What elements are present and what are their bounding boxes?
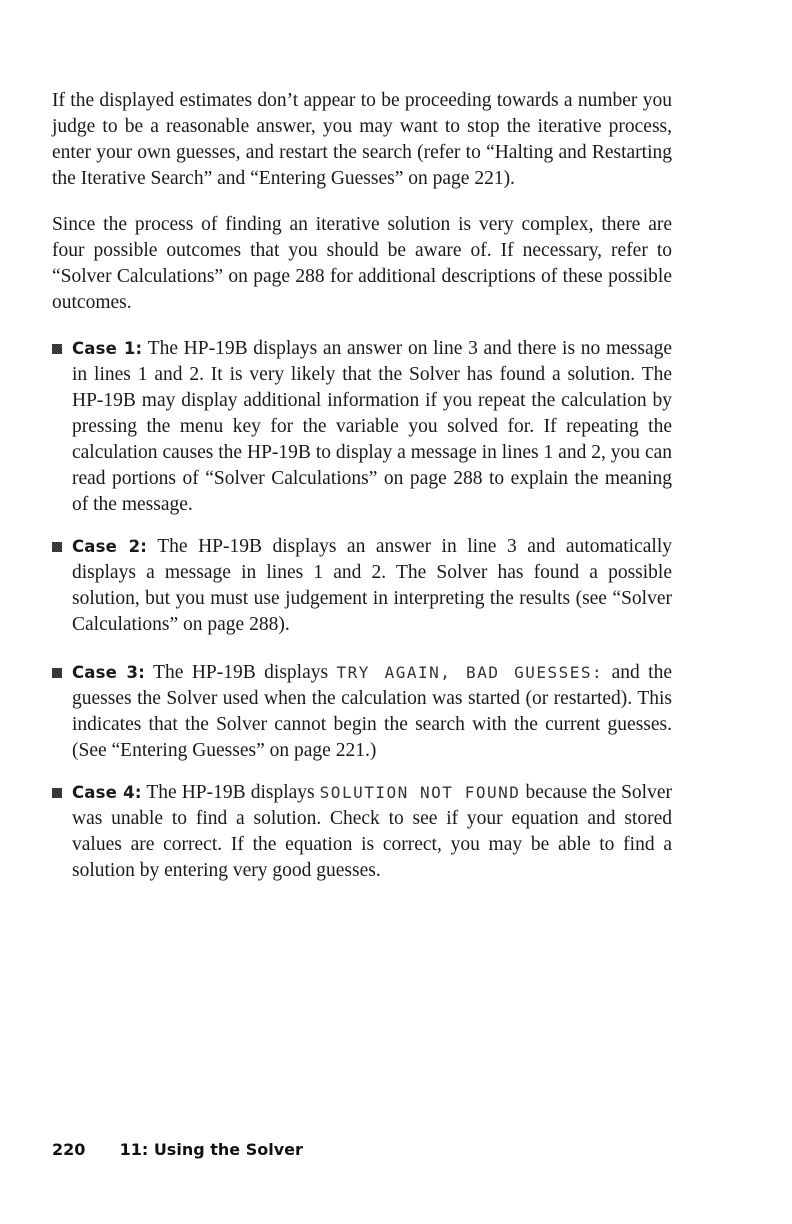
case-4-text-after: because the Solver was unable to find a solution. Check to see if your equation and stored values are correct. If the equation is correct, you may be able to find a solution by entering very good guesses. (72, 782, 672, 881)
square-bullet-icon (52, 344, 62, 354)
case-4-item (52, 780, 672, 884)
case-2-text: The HP-19B displays an answer in line 3 and automatically displays a message in lines 1 and 2. The Solver has found a possible solution, but you must use judgement in interpreting the results (see “Solver Calculations” on page 288). (72, 536, 672, 635)
case-3-label: Case 3: (72, 663, 146, 682)
case-4-display-message: SOLUTION NOT FOUND (319, 783, 521, 802)
chapter-title: 11: Using the Solver (119, 1140, 303, 1159)
page-body (52, 88, 672, 900)
case-1-item (52, 336, 672, 518)
case-2-item (52, 534, 672, 638)
case-4-label: Case 4: (72, 783, 142, 802)
intro-paragraph-2: Since the process of finding an iterative solution is very complex, there are four possible outcomes that you should be aware of. If necessary, refer to “Solver Calculations” on page 288 for additional descriptions of these possible outcomes. (52, 214, 672, 313)
case-list (52, 336, 672, 884)
intro-paragraph-1: If the displayed estimates don’t appear to be proceeding towards a number you judge to be a reasonable answer, you may want to stop the iterative process, enter your own guesses, and restart the search (refer to “Halting and Restarting the Iterative Search” and “Entering Guesses” on page 221). (52, 90, 672, 189)
square-bullet-icon (52, 542, 62, 552)
square-bullet-icon (52, 668, 62, 678)
case-1-text: The HP-19B displays an answer on line 3 and there is no message in lines 1 and 2. It is very likely that the Solver has found a solution. The HP-19B may display additional information if you repeat the calculation by pressing the menu key for the variable you solved for. If repeating the calculation causes the HP-19B to display a message in lines 1 and 2, you can read portions of “Solver Calculations” on page 288 to explain the meaning of the message. (72, 338, 673, 515)
case-1-label: Case 1: (72, 339, 143, 358)
case-3-item (52, 660, 672, 764)
page-number: 220 (52, 1140, 86, 1159)
case-3-text-after: and the guesses the Solver used when the calculation was started (or restarted). This indicates that the Solver cannot begin the search with the current guesses. (See “Entering Guesses” on page 221.) (72, 662, 673, 761)
square-bullet-icon (52, 788, 62, 798)
page-footer (52, 1140, 303, 1159)
case-3-text-before: The HP-19B displays (153, 662, 329, 683)
case-2-label: Case 2: (72, 537, 148, 556)
case-4-text-before: The HP-19B displays (146, 782, 315, 803)
case-3-display-message: TRY AGAIN, BAD GUESSES: (336, 663, 604, 682)
